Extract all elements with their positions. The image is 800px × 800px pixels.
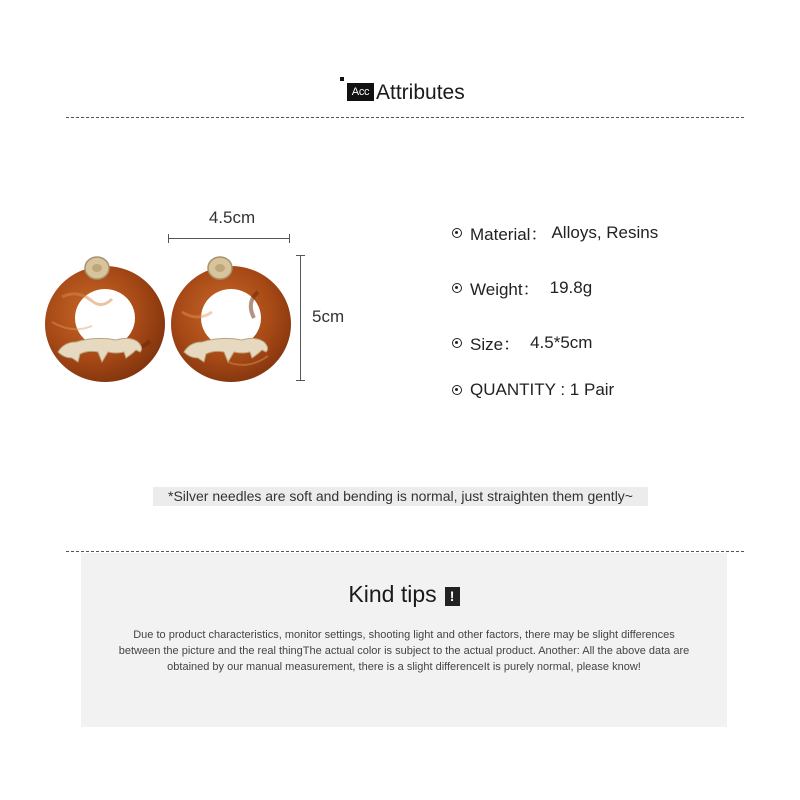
- spec-label: QUANTITY : 1 Pair: [470, 380, 615, 399]
- bullet-circle-icon: [452, 385, 462, 395]
- spec-weight: [452, 275, 592, 300]
- spec-material: [452, 220, 658, 245]
- spec-value: 4.5*5cm: [530, 332, 593, 352]
- bullet-circle-icon: [452, 283, 462, 293]
- section-title: Attributes: [376, 81, 465, 104]
- spec-label: Weight：: [470, 280, 540, 299]
- dimension-width-label: 4.5cm: [208, 208, 256, 227]
- dimension-height-arrow-icon: [300, 255, 301, 381]
- kind-tips-panel: [81, 553, 727, 727]
- spec-value: 19.8g: [549, 277, 593, 297]
- earring-left-image: [42, 252, 168, 384]
- dimension-width-arrow-icon: [168, 238, 290, 239]
- header-dot: [340, 77, 344, 81]
- kind-tips-heading: [81, 581, 727, 608]
- silver-needle-note: *Silver needles are soft and bending is normal, just straighten them gently~: [153, 487, 648, 506]
- spec-label: Material：: [470, 225, 548, 244]
- exclamation-icon: !: [445, 587, 460, 606]
- header-badge: Acc: [347, 83, 374, 101]
- spec-value: Alloys, Resins: [551, 222, 659, 242]
- kind-tips-title: Kind tips: [348, 581, 437, 607]
- divider-middle: [66, 551, 744, 552]
- earring-right-image: [168, 252, 294, 384]
- section-header: [0, 76, 800, 110]
- spec-quantity: [452, 380, 614, 400]
- kind-tips-body: Due to product characteristics, monitor settings, shooting light and other factors, there may be slight differences between the picture and the real thingThe actual color is subject to the actual product. Another: All the above data are obtained by our manual measurement, there is a slight differenceIt is purely normal, please know!: [118, 629, 690, 673]
- spec-size: [452, 330, 592, 355]
- bullet-circle-icon: [452, 338, 462, 348]
- dimension-height-label: 5cm: [312, 307, 345, 326]
- divider-top: [66, 117, 744, 118]
- bullet-circle-icon: [452, 228, 462, 238]
- spec-label: Size：: [470, 335, 521, 354]
